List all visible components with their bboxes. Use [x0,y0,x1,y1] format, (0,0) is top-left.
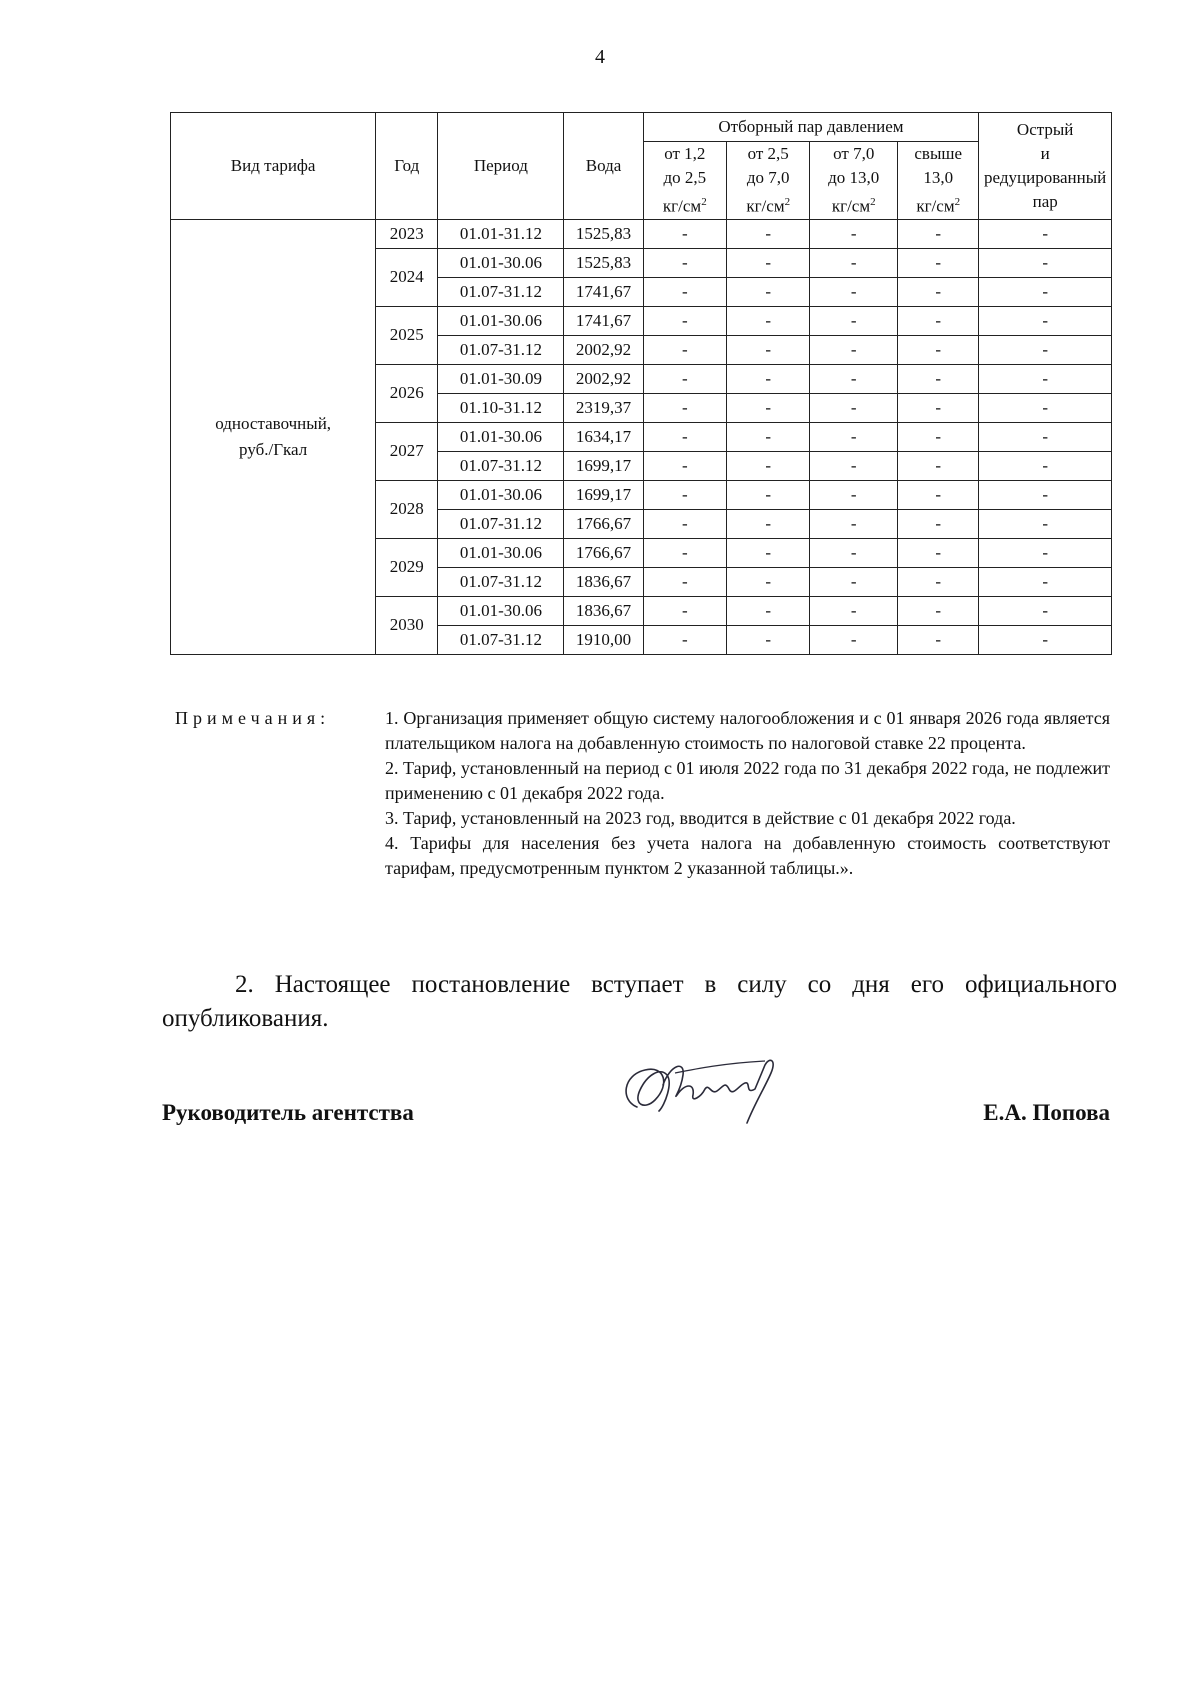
water-cell: 2002,92 [564,335,643,364]
sharp-steam-value-cell: - [979,480,1112,509]
period-cell: 01.07-31.12 [438,335,564,364]
steam-value-cell: - [643,393,726,422]
header-steam-to: до 13,0 [828,168,880,187]
period-cell: 01.01-30.06 [438,538,564,567]
header-steam-group: Отборный пар давлением [643,113,979,142]
sharp-steam-value-cell: - [979,219,1112,248]
steam-value-cell: - [810,248,898,277]
unit-text: кг/см [831,196,871,216]
steam-value-cell: - [898,393,979,422]
water-cell: 1910,00 [564,625,643,654]
signatory-title: Руководитель агентства [162,1100,414,1125]
steam-value-cell: - [898,248,979,277]
period-cell: 01.07-31.12 [438,509,564,538]
header-sharp-line: редуцированный [984,167,1107,187]
period-cell: 01.07-31.12 [438,277,564,306]
steam-value-cell: - [727,393,810,422]
header-steam-col [898,142,979,220]
water-cell: 1836,67 [564,596,643,625]
water-cell: 1525,83 [564,248,643,277]
steam-value-cell: - [898,335,979,364]
header-steam-to: 13,0 [923,168,954,187]
table-row [171,219,1112,248]
page-number: 4 [595,46,605,68]
year-cell: 2026 [376,364,438,422]
header-steam-col [810,142,898,220]
unit-sup: 2 [784,196,791,208]
steam-value-cell: - [643,596,726,625]
period-cell: 01.07-31.12 [438,451,564,480]
steam-value-cell: - [643,306,726,335]
water-cell: 1741,67 [564,277,643,306]
steam-value-cell: - [643,567,726,596]
period-cell: 01.07-31.12 [438,625,564,654]
steam-value-cell: - [898,451,979,480]
year-cell: 2023 [376,219,438,248]
unit-sup: 2 [870,196,876,208]
header-steam-col [643,142,726,220]
steam-value-cell: - [727,277,810,306]
steam-value-cell: - [727,422,810,451]
steam-value-cell: - [810,364,898,393]
steam-value-cell: - [898,538,979,567]
steam-value-cell: - [727,451,810,480]
steam-value-cell: - [810,480,898,509]
steam-value-cell: - [643,277,726,306]
header-steam-unit [727,190,809,219]
header-steam-unit [898,190,978,219]
year-cell: 2029 [376,538,438,596]
steam-value-cell: - [727,219,810,248]
header-type: Вид тарифа [171,113,376,220]
tariff-type-cell [171,219,376,654]
water-cell: 1836,67 [564,567,643,596]
steam-value-cell: - [898,219,979,248]
sharp-steam-value-cell: - [979,538,1112,567]
steam-value-cell: - [898,277,979,306]
header-steam-col [727,142,810,220]
steam-value-cell: - [643,538,726,567]
note-item: 1. Организация применяет общую систему налогообложения и с 01 января 2026 года является плательщиком налога на добавленную стоимость по налоговой ставке 22 процента. [385,708,1110,753]
sharp-steam-value-cell: - [979,277,1112,306]
sharp-steam-value-cell: - [979,596,1112,625]
steam-value-cell: - [643,480,726,509]
water-cell: 1699,17 [564,480,643,509]
period-cell: 01.01-30.09 [438,364,564,393]
handwritten-signature [615,1045,800,1130]
year-cell: 2027 [376,422,438,480]
note-item: 4. Тарифы для населения без учета налога на добавленную стоимость соответствуют тарифам, предусмотренным пунктом 2 указанной таблицы.». [385,833,1110,878]
period-cell: 01.01-30.06 [438,422,564,451]
header-steam-to: до 7,0 [746,168,790,187]
steam-value-cell: - [727,596,810,625]
water-cell: 1766,67 [564,509,643,538]
unit-text: кг/см [916,196,955,216]
steam-value-cell: - [727,335,810,364]
year-cell: 2028 [376,480,438,538]
header-sharp-steam [979,113,1112,220]
steam-value-cell: - [727,306,810,335]
note-item: 3. Тариф, установленный на 2023 год, вводится в действие с 01 декабря 2022 года. [385,808,1016,828]
steam-value-cell: - [810,393,898,422]
water-cell: 1741,67 [564,306,643,335]
steam-value-cell: - [643,248,726,277]
sharp-steam-value-cell: - [979,248,1112,277]
steam-value-cell: - [643,422,726,451]
steam-value-cell: - [727,567,810,596]
steam-value-cell: - [727,538,810,567]
water-cell: 1766,67 [564,538,643,567]
header-year: Год [376,113,438,220]
note-item: 2. Тариф, установленный на период с 01 июля 2022 года по 31 декабря 2022 года, не подлежит применению с 01 декабря 2022 года. [385,758,1110,803]
steam-value-cell: - [810,509,898,538]
steam-value-cell: - [643,219,726,248]
header-steam-from: свыше [914,144,963,163]
steam-value-cell: - [898,306,979,335]
water-cell: 1699,17 [564,451,643,480]
steam-value-cell: - [643,451,726,480]
sharp-steam-value-cell: - [979,335,1112,364]
unit-text: кг/см [746,196,785,216]
steam-value-cell: - [898,480,979,509]
sharp-steam-value-cell: - [979,306,1112,335]
steam-value-cell: - [898,567,979,596]
sharp-steam-value-cell: - [979,567,1112,596]
steam-value-cell: - [810,422,898,451]
tariff-type-unit: руб./Гкал [239,439,308,459]
steam-value-cell: - [810,567,898,596]
sharp-steam-value-cell: - [979,625,1112,654]
water-cell: 1634,17 [564,422,643,451]
year-cell: 2025 [376,306,438,364]
water-cell: 2319,37 [564,393,643,422]
steam-value-cell: - [898,596,979,625]
steam-value-cell: - [898,625,979,654]
steam-value-cell: - [810,277,898,306]
steam-value-cell: - [810,625,898,654]
steam-value-cell: - [810,451,898,480]
steam-value-cell: - [727,509,810,538]
steam-value-cell: - [727,480,810,509]
period-cell: 01.10-31.12 [438,393,564,422]
notes-label: Примечания: [175,708,331,728]
sharp-steam-value-cell: - [979,451,1112,480]
period-cell: 01.01-30.06 [438,480,564,509]
header-steam-to: до 2,5 [663,168,707,187]
period-cell: 01.01-30.06 [438,306,564,335]
unit-sup: 2 [954,196,961,208]
steam-value-cell: - [643,625,726,654]
water-cell: 1525,83 [564,219,643,248]
steam-value-cell: - [898,509,979,538]
header-sharp-line: Острый [1016,119,1074,139]
decree-paragraph: 2. Настоящее постановление вступает в силу со дня его официального опубликования. [162,971,1117,1032]
steam-value-cell: - [898,364,979,393]
table-body [171,219,1112,654]
steam-value-cell: - [810,335,898,364]
tariff-table [170,112,1112,655]
unit-sup: 2 [701,196,707,208]
table-header [171,113,1112,220]
unit-text: кг/см [662,196,702,216]
year-cell: 2030 [376,596,438,654]
period-cell: 01.01-31.12 [438,219,564,248]
header-sharp-line: пар [1032,191,1058,211]
water-cell: 2002,92 [564,364,643,393]
sharp-steam-value-cell: - [979,364,1112,393]
header-steam-from: от 2,5 [747,144,789,163]
signatory-name: Е.А. Попова [983,1100,1110,1125]
steam-value-cell: - [810,596,898,625]
header-steam-unit [644,190,726,219]
notes-list [385,706,1110,881]
steam-value-cell: - [643,509,726,538]
steam-value-cell: - [727,364,810,393]
steam-value-cell: - [727,625,810,654]
tariff-type-line: одноставочный, [215,413,332,433]
header-water: Вода [564,113,643,220]
header-period: Период [438,113,564,220]
period-cell: 01.01-30.06 [438,248,564,277]
steam-value-cell: - [810,219,898,248]
header-steam-unit [810,190,897,219]
sharp-steam-value-cell: - [979,422,1112,451]
header-steam-from: от 7,0 [833,144,875,163]
steam-value-cell: - [643,335,726,364]
period-cell: 01.01-30.06 [438,596,564,625]
steam-value-cell: - [898,422,979,451]
period-cell: 01.07-31.12 [438,567,564,596]
year-cell: 2024 [376,248,438,306]
steam-value-cell: - [643,364,726,393]
steam-value-cell: - [727,248,810,277]
header-sharp-line: и [1040,143,1050,163]
steam-value-cell: - [810,538,898,567]
sharp-steam-value-cell: - [979,393,1112,422]
header-steam-from: от 1,2 [664,144,706,163]
sharp-steam-value-cell: - [979,509,1112,538]
steam-value-cell: - [810,306,898,335]
